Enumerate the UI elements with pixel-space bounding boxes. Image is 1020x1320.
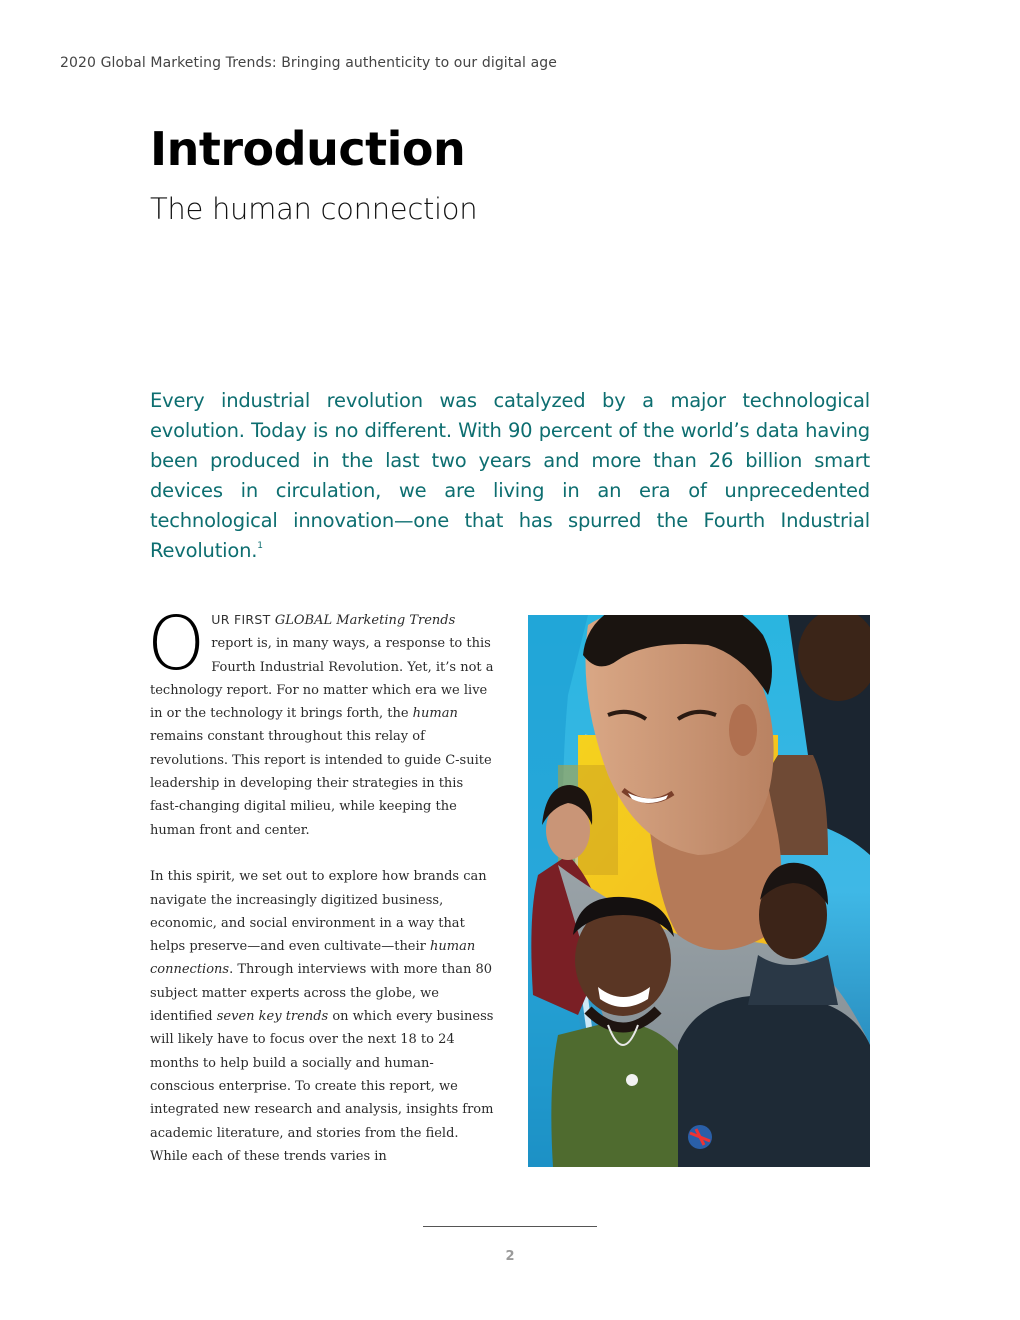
lead-paragraph [150, 386, 870, 566]
footer-rule [423, 1226, 597, 1227]
footnote-ref[interactable]: 1 [257, 541, 263, 551]
body-text: remains constant throughout this relay of revolutions. This report is intended to guide C-suite leadership in developing their strategies in this fast-changing digital milieu, while keeping the human front and center. [150, 729, 492, 838]
lead-text: Every industrial revolution was catalyzed by a major technological evolution. Today is no different. With 90 percent of the world’s data having been produced in the last two years and more than 26 billion smart devices in circulation, we are living in an era of unprecedented technological innovation—one that has spurred the Fourth Industrial Revolution. [150, 389, 870, 562]
page-title: Introduction [150, 122, 466, 176]
page-number: 2 [505, 1249, 515, 1264]
running-header: 2020 Global Marketing Trends: Bringing authenticity to our digital age [60, 55, 557, 71]
italic-seven-key-trends: seven key trends [216, 1009, 329, 1025]
body-text: report is, in many ways, a response to this Fourth Industrial Revolution. Yet, it’s not a technology report. For no matter which era we live in or the technology it brings forth, the [150, 636, 494, 722]
body-paragraph-2 [150, 865, 495, 1168]
italic-human: human [412, 706, 458, 722]
body-text: . Through interviews with more than 80 subject matter experts across the globe, we identified [150, 962, 493, 1025]
drop-cap: O [147, 601, 206, 687]
body-text-column [147, 601, 495, 1168]
body-paragraph-1 [147, 601, 495, 842]
body-text: In this spirit, we set out to explore how brands can navigate the increasingly digitized business, economic, and social environment in a way that helps preserve—and even cultivate—their [150, 869, 487, 955]
page-subtitle: The human connection [150, 192, 478, 226]
italic-human-connections: human connections [150, 939, 476, 978]
italic-global: GLOBAL [274, 613, 333, 628]
smallcaps-lead-in: UR FIRST [211, 612, 275, 627]
people-photo [528, 615, 870, 1167]
body-text: on which every business will likely have to focus over the next 18 to 24 months to help build a socially and human-conscious enterprise. To create this report, we integrated new research and analysis, insights from academic literature, and stories from the field. While each of these trends varies in [150, 1009, 494, 1164]
people-photo-illustration [528, 615, 870, 1167]
italic-report-title: Marketing Trends [332, 613, 456, 628]
